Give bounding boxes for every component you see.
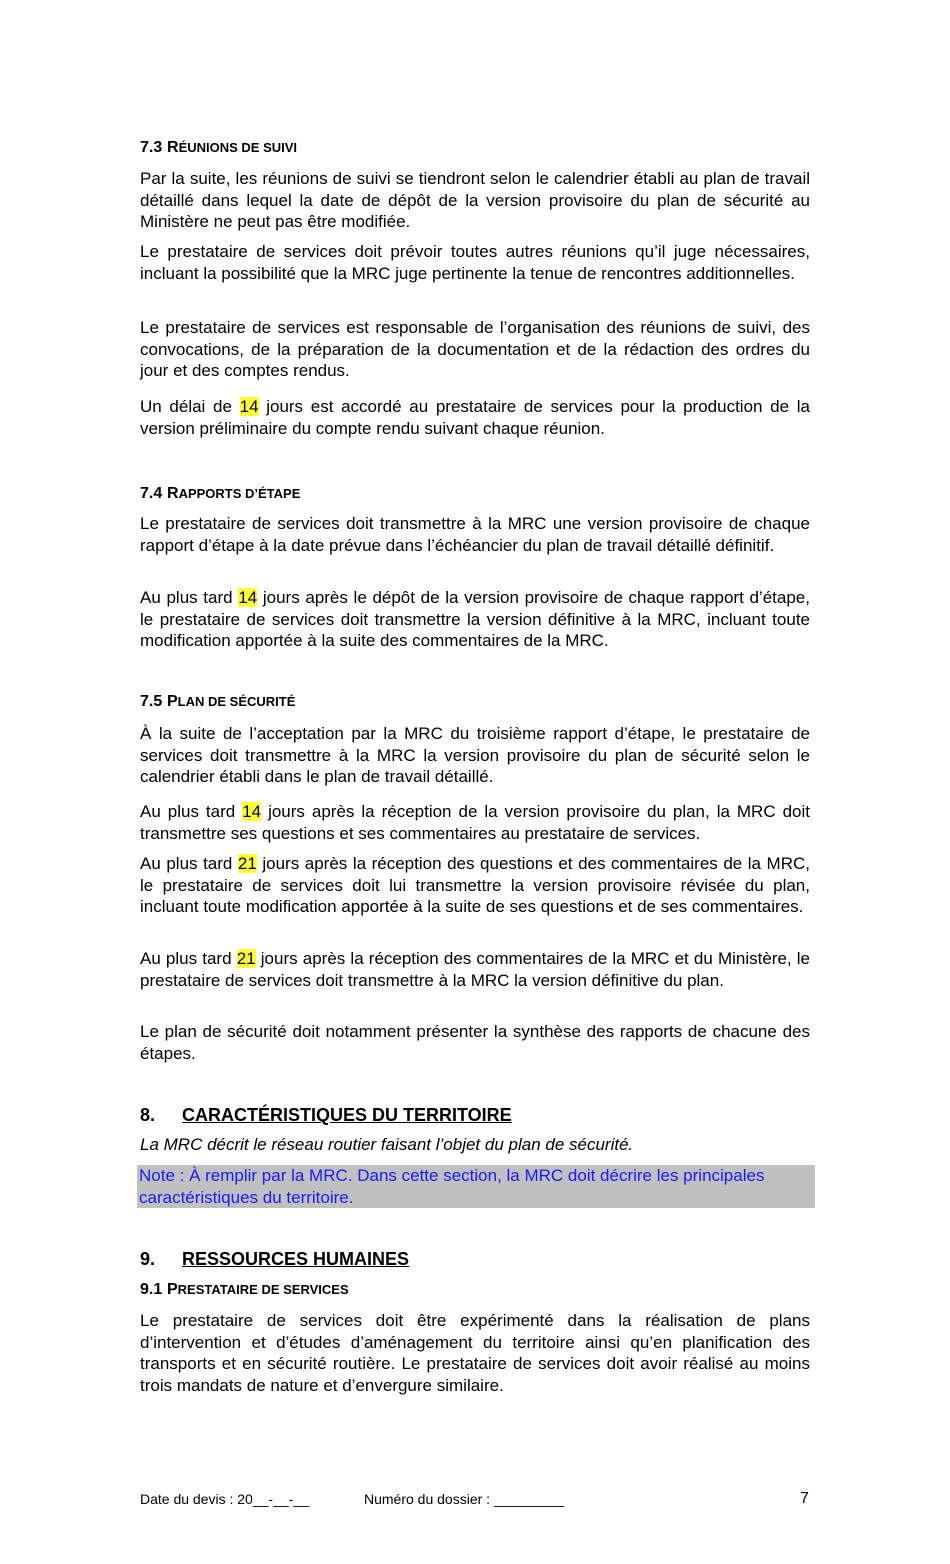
fill-in-note: Note : À remplir par la MRC. Dans cette section, la MRC doit décrire les principales caractéristiques du territoire.	[137, 1165, 815, 1208]
page-number: 7	[800, 1490, 809, 1507]
footer-date: Date du devis : 20__-__-__	[140, 1491, 309, 1507]
section-heading-9-1: 9.1 PRESTATAIRE DE SERVICES	[140, 1281, 349, 1298]
section-heading-7-4: 7.4 RAPPORTS D’ÉTAPE	[140, 485, 301, 502]
paragraph: Au plus tard 14 jours après la réception de la version provisoire du plan, la MRC doit transmettre ses questions et ses commentaires au prestataire de services.	[140, 802, 810, 843]
section-heading-9: 9. RESSOURCES HUMAINES	[140, 1249, 410, 1269]
highlighted-days: 14	[242, 802, 262, 821]
paragraph: À la suite de l’acceptation par la MRC du troisième rapport d’étape, le prestataire de services doit transmettre à la MRC la version provisoire du plan de sécurité selon le calendrier établi dans le plan de travail détaillé.	[140, 724, 810, 787]
paragraph: Le plan de sécurité doit notamment présenter la synthèse des rapports de chacune des étapes.	[140, 1022, 810, 1063]
paragraph: Un délai de 14 jours est accordé au prestataire de services pour la production de la version préliminaire du compte rendu suivant chaque réunion.	[140, 397, 810, 438]
paragraph: Le prestataire de services doit être expérimenté dans la réalisation de plans d’intervention et d’études d’aménagement du territoire ainsi qu’en planification des transports et en sécurité routière. Le prestataire de services doit avoir réalisé au moins trois mandats de nature et d’envergure similaire.	[140, 1311, 810, 1395]
paragraph: Le prestataire de services doit prévoir toutes autres réunions qu’il juge nécessaires, incluant la possibilité que la MRC juge pertinente la tenue de rencontres additionnelles.	[140, 242, 810, 283]
paragraph: Par la suite, les réunions de suivi se tiendront selon le calendrier établi au plan de travail détaillé dans lequel la date de dépôt de la version provisoire du plan de sécurité au Ministère ne peut pas être modifiée.	[140, 169, 810, 232]
highlighted-days: 14	[239, 397, 259, 416]
paragraph: Le prestataire de services est responsable de l’organisation des réunions de suivi, des convocations, de la préparation de la documentation et de la rédaction des ordres du jour et des comptes rendus.	[140, 318, 810, 381]
section-heading-7-5: 7.5 PLAN DE SÉCURITÉ	[140, 693, 296, 710]
highlighted-days: 21	[237, 854, 257, 873]
paragraph: Au plus tard 21 jours après la réception des questions et des commentaires de la MRC, le prestataire de services doit lui transmettre la version provisoire révisée du plan, incluant toute modification apportée à la suite de ses questions et de ses commentaires.	[140, 854, 810, 917]
section-heading-8: 8. CARACTÉRISTIQUES DU TERRITOIRE	[140, 1105, 512, 1125]
highlighted-days: 21	[236, 949, 256, 968]
section-intro: La MRC décrit le réseau routier faisant l’objet du plan de sécurité.	[140, 1135, 634, 1154]
paragraph: Le prestataire de services doit transmettre à la MRC une version provisoire de chaque rapport d’étape à la date prévue dans l’échéancier du plan de travail détaillé définitif.	[140, 514, 810, 555]
footer-dossier-number: Numéro du dossier : _________	[364, 1491, 565, 1507]
highlighted-days: 14	[238, 588, 258, 607]
paragraph: Au plus tard 21 jours après la réception des commentaires de la MRC et du Ministère, le prestataire de services doit transmettre à la MRC la version définitive du plan.	[140, 949, 810, 990]
section-heading-7-3: 7.3 RÉUNIONS DE SUIVI	[140, 139, 298, 156]
paragraph: Au plus tard 14 jours après le dépôt de la version provisoire de chaque rapport d’étape, le prestataire de services doit transmettre la version définitive à la MRC, incluant toute modification apportée à la suite des commentaires de la MRC.	[140, 588, 810, 651]
